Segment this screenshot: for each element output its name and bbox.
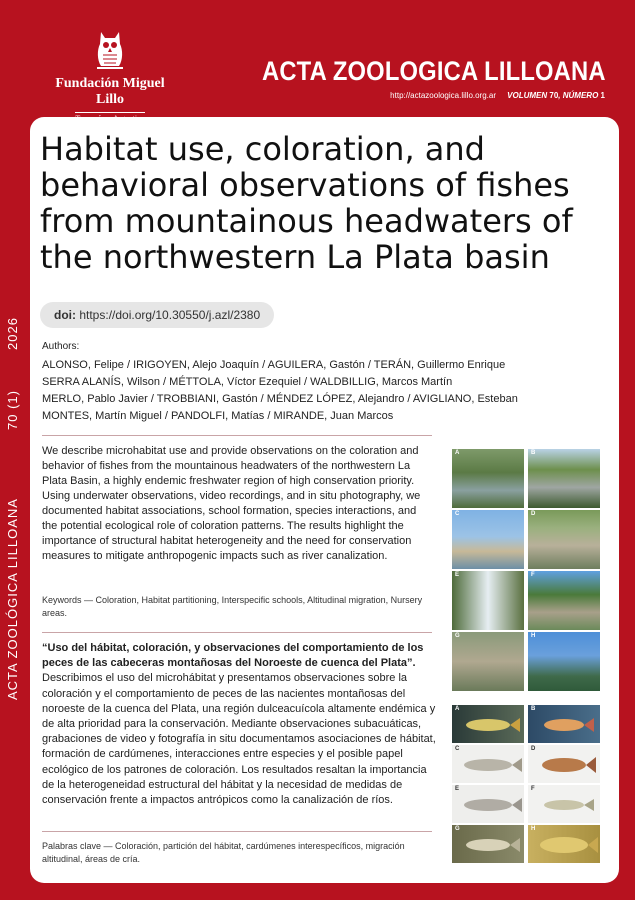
resumen	[42, 641, 436, 808]
habitat-photo-d	[528, 510, 600, 569]
article-title: Habitat use, coloration, and behavioral observations of fishes from mountainous headwaters of the northwestern La Plata basin	[40, 130, 573, 276]
photo-label: D	[531, 511, 536, 517]
issue-number: 1	[600, 91, 605, 100]
fish-photo-h	[528, 825, 600, 863]
photo-label: H	[531, 633, 536, 639]
habitat-photo-h	[528, 632, 600, 691]
abstract: We describe microhabitat use and provide observations on the coloration and behavior of fishes from the mountainous headwaters of the northwestern La Plata Basin, a highly endemic freshwater region of high conservation priority. Using underwater observations, video recordings, and in situ photography, we documented habitat associations, school formation, species interactions, and the potential ecological role of coloration patterns. The results highlight the importance of structural habitat heterogeneity and the need for conservation measures to mitigate anthropogenic impacts such as river canalization.	[42, 445, 421, 562]
number-label: NÚMERO	[562, 91, 599, 100]
foundation-name: Fundación Miguel Lillo	[55, 76, 165, 107]
fish-icon	[452, 745, 524, 783]
divider	[42, 632, 432, 633]
habitat-photo-c	[452, 510, 524, 569]
author-line: MONTES, Martín Miguel / PANDOLFI, Matías / MIRANDE, Juan Marcos	[42, 410, 394, 422]
fish-photo-f	[528, 785, 600, 823]
photo-label: B	[531, 450, 536, 456]
spine-journal: ACTA ZOOLÓGICA LILLOANA	[5, 498, 20, 700]
photo-label: B	[531, 706, 536, 712]
photo-label: G	[455, 633, 460, 639]
resumen-title: “Uso del hábitat, coloración, y observaciones del comportamiento de los peces de las cabeceras montañosas del Noroeste de cuenca del Plata”.	[42, 642, 424, 670]
palabras-clave: Palabras clave — Coloración, partición del hábitat, cardúmenes interespecíficos, migración altitudinal, áreas de cría.	[42, 841, 405, 864]
author-line: ALONSO, Felipe / IRIGOYEN, Alejo Joaquín / AGUILERA, Gastón / TERÁN, Guillermo Enrique	[42, 359, 506, 371]
volume-label: VOLUMEN	[507, 91, 548, 100]
photo-label: H	[531, 826, 536, 832]
fish-icon	[452, 825, 524, 863]
photo-label: F	[531, 786, 535, 792]
spine-sidebar	[0, 290, 26, 710]
photo-label: C	[455, 511, 460, 517]
fish-icon	[452, 705, 524, 743]
authors-list	[42, 357, 552, 425]
doi-pill[interactable]	[40, 302, 274, 328]
photo-label: A	[455, 450, 460, 456]
photo-label: F	[531, 572, 535, 578]
authors-heading: Authors:	[42, 341, 80, 352]
habitat-photo-b	[528, 449, 600, 508]
fish-photo-e	[452, 785, 524, 823]
photo-label: E	[455, 786, 460, 792]
fish-photo-a	[452, 705, 524, 743]
habitat-photo-g	[452, 632, 524, 691]
spine-year: 2026	[5, 317, 20, 350]
habitat-photo-f	[528, 571, 600, 630]
fish-photo-c	[452, 745, 524, 783]
photo-label: C	[455, 746, 460, 752]
volume-number: 70	[549, 91, 559, 100]
doi-label: doi:	[54, 308, 76, 322]
foundation-logo	[40, 28, 180, 126]
fish-icon	[528, 825, 600, 863]
owl-logo-icon	[93, 28, 127, 72]
divider	[42, 435, 432, 436]
fish-photo-b	[528, 705, 600, 743]
issue-line: http://actazoologica.lillo.org.ar VOLUMEN 70, NÚMERO 1	[390, 91, 605, 100]
fish-icon	[528, 705, 600, 743]
fish-icon	[528, 785, 600, 823]
habitat-photo-e	[452, 571, 524, 630]
photo-label: G	[455, 826, 460, 832]
divider	[42, 831, 432, 832]
fish-photo-d	[528, 745, 600, 783]
journal-url[interactable]: http://actazoologica.lillo.org.ar	[390, 91, 497, 100]
doi-link[interactable]: https://doi.org/10.30550/j.azl/2380	[79, 308, 261, 322]
photo-label: D	[531, 746, 536, 752]
journal-title: ACTA ZOOLOGICA LILLOANA	[262, 56, 606, 86]
photo-label: A	[455, 706, 460, 712]
author-line: SERRA ALANÍS, Wilson / MÉTTOLA, Víctor Ezequiel / WALDBILLIG, Marcos Martín	[42, 376, 453, 388]
photo-label: E	[455, 572, 460, 578]
keywords: Keywords — Coloration, Habitat partitioning, Interspecific schools, Altitudinal migration, Nursery areas.	[42, 595, 423, 618]
author-line: MERLO, Pablo Javier / TROBBIANI, Gastón / MÉNDEZ LÓPEZ, Alejandro / AVIGLIANO, Esteban	[42, 393, 518, 405]
fish-icon	[452, 785, 524, 823]
fish-icon	[528, 745, 600, 783]
habitat-photo-a	[452, 449, 524, 508]
spine-volume: 70 (1)	[5, 390, 20, 430]
resumen-body: Describimos el uso del microhábitat y presentamos observaciones sobre la coloración y el comportamiento de peces de las nacientes montañosas del noroeste de la cuenca del Plata, una región dulceacuícola altamente endémica y de alta prioridad para la conservación. Mediante observaciones subacuáticas, grabaciones de video y fotografía in situ documentamos asociaciones de hábitat, formación de cardúmenes, interacciones entre especies y el posible papel ecológico de los patrones de coloración. Los resultados resaltan la importancia de la heterogeneidad estructural del hábitat y la necesidad de medidas de conservación frente a impactos antrópicos como la canalización de ríos.	[42, 672, 436, 807]
fish-photo-g	[452, 825, 524, 863]
